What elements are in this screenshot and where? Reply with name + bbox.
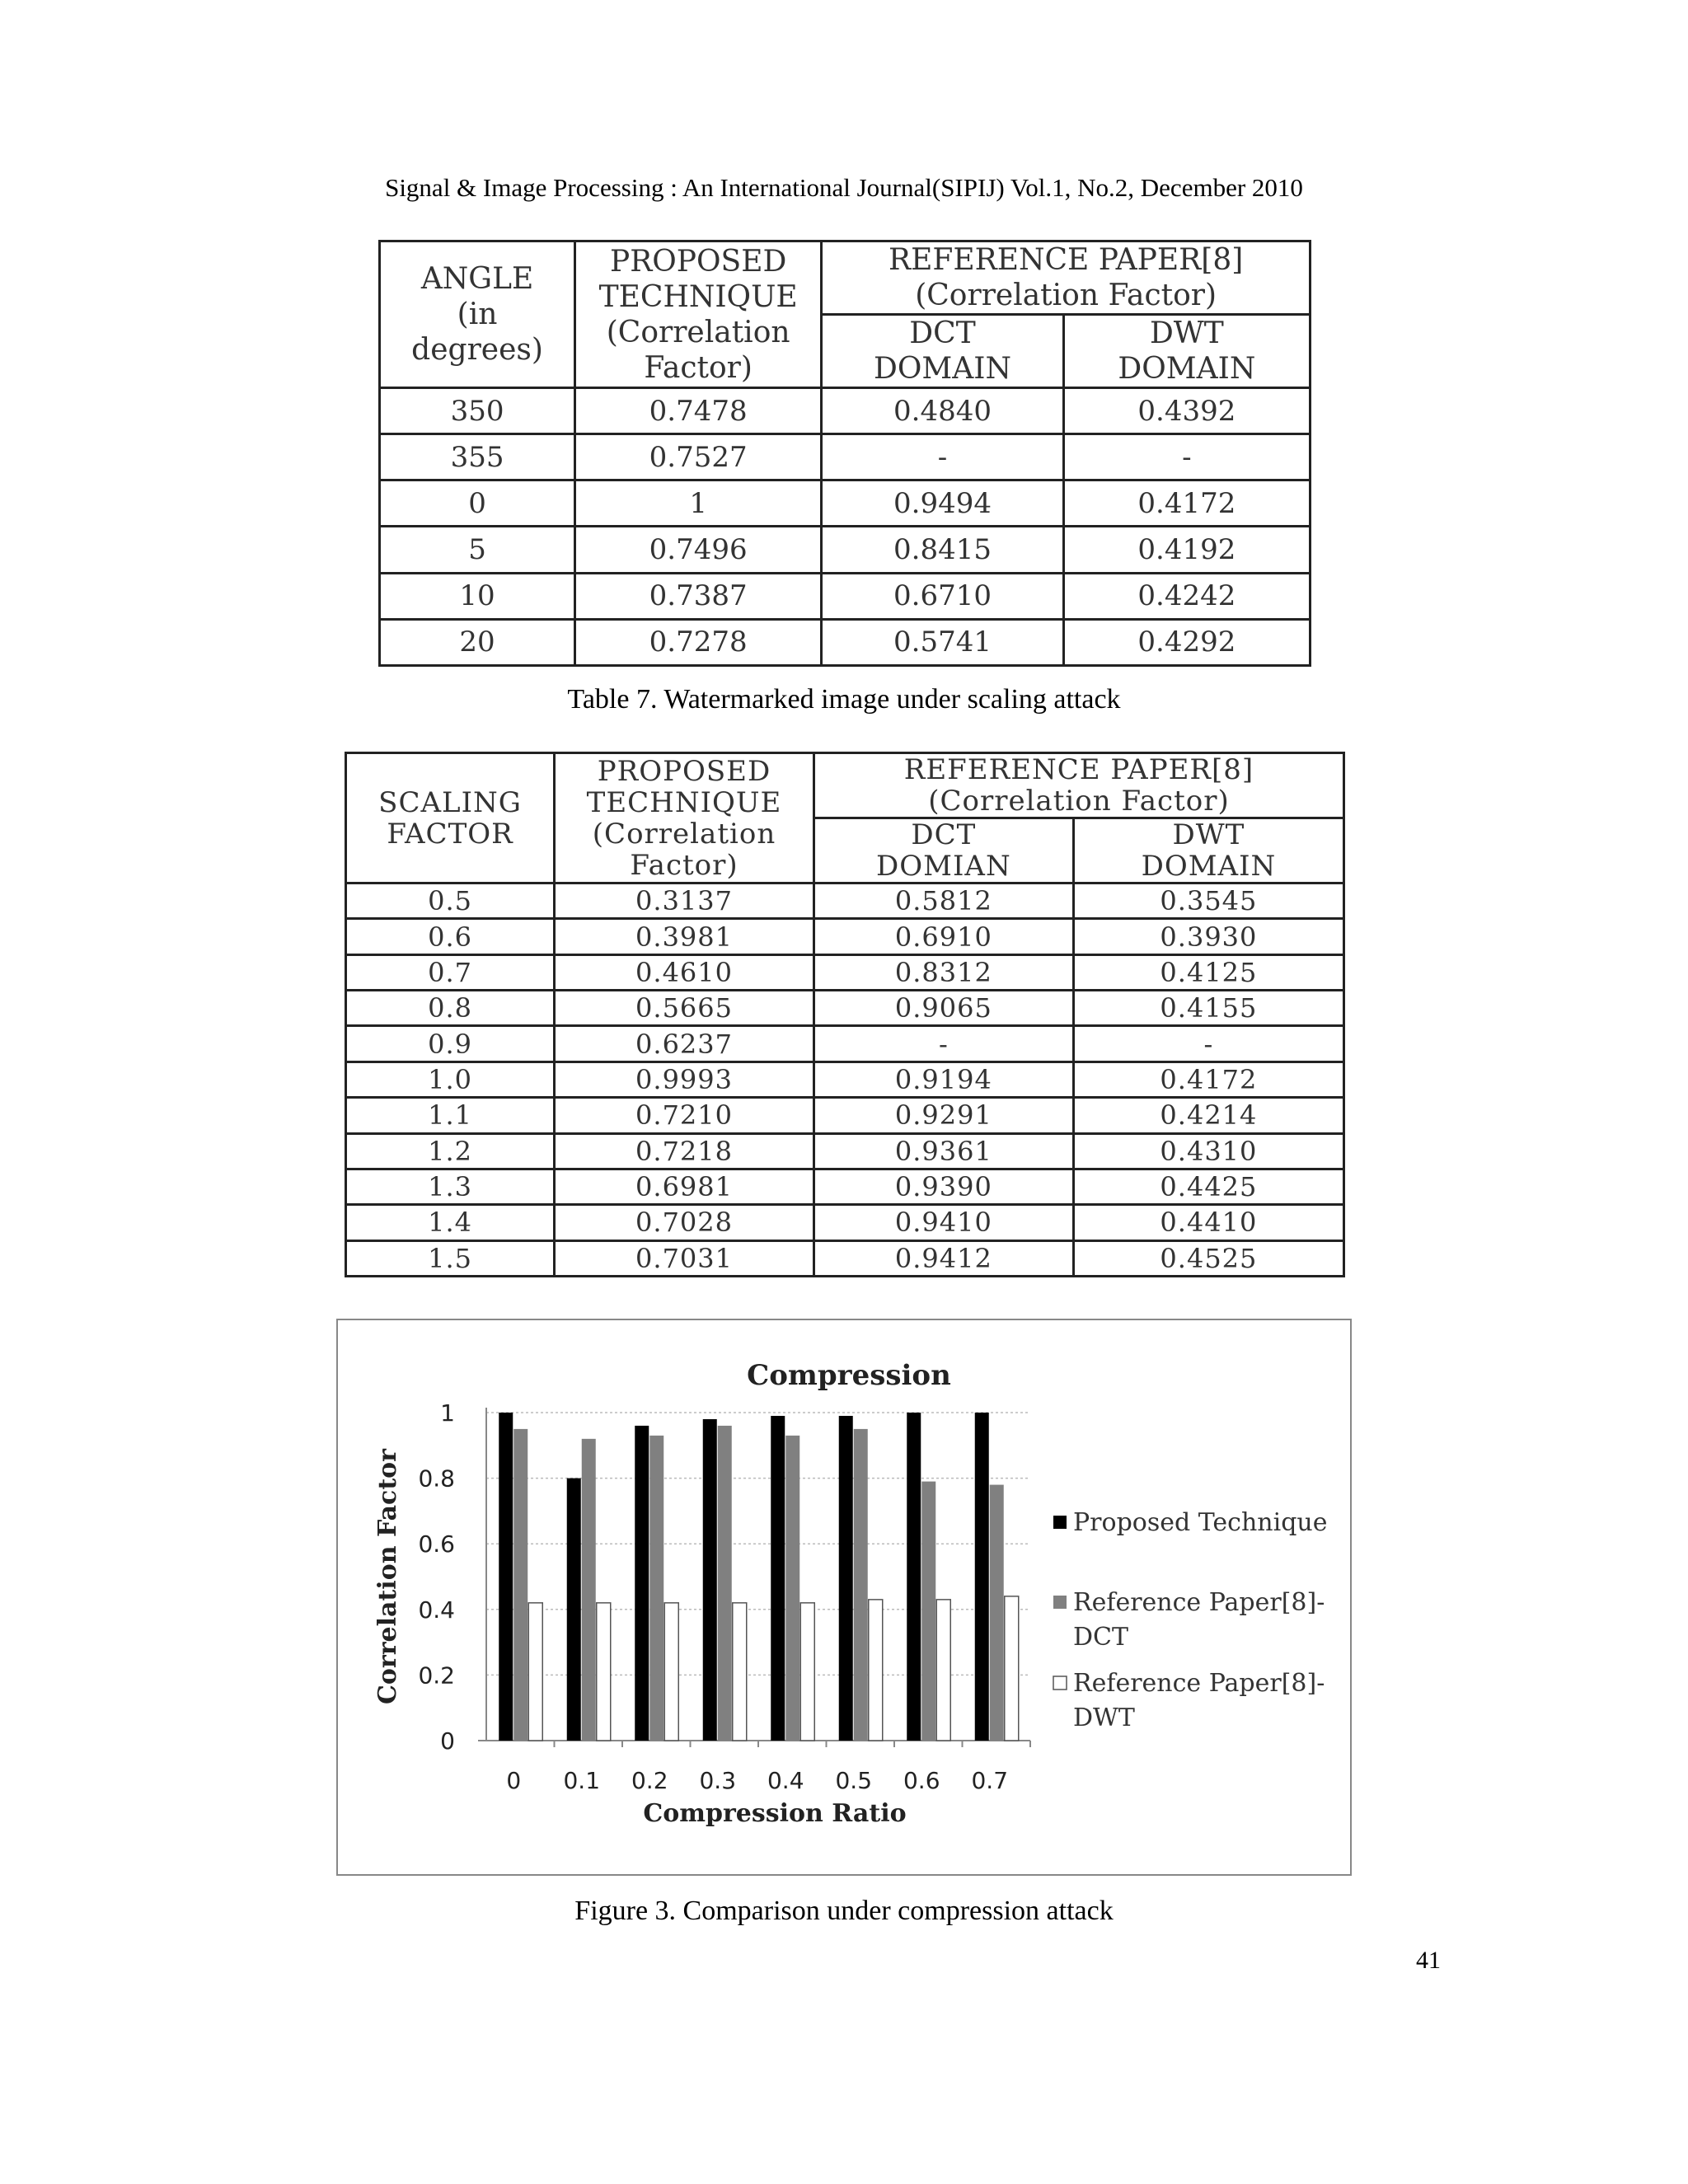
y-axis-label: Correlation Factor [373, 1449, 402, 1704]
bar-reference-paper-8-dct [513, 1429, 528, 1741]
cell-dct: - [822, 434, 1064, 480]
cell-dct: 0.9494 [822, 480, 1064, 527]
x-tick-label: 0.6 [903, 1767, 940, 1794]
x-tick-label: 0.2 [631, 1767, 668, 1794]
cell-factor: 0.8 [346, 991, 555, 1026]
header-line: DWT [1172, 818, 1245, 851]
header-line: Factor) [644, 350, 753, 385]
bar-proposed-technique [499, 1413, 513, 1741]
cell-factor: 1.5 [346, 1240, 555, 1276]
cell-dwt: - [1063, 434, 1310, 480]
cell-proposed: 0.7218 [555, 1133, 814, 1169]
header-line: PROPOSED [609, 244, 787, 279]
table-row [380, 388, 1311, 434]
cell-dct: 0.9194 [814, 1062, 1073, 1097]
cell-factor: 1.2 [346, 1133, 555, 1169]
compression-chart-svg [338, 1320, 1350, 1874]
bar-reference-paper-8-dwt [800, 1603, 814, 1741]
angle-column-header [380, 241, 575, 388]
table-row [346, 1062, 1344, 1097]
table-row [346, 919, 1344, 954]
header-line: (Correlation [606, 315, 790, 349]
table-row [346, 954, 1344, 990]
cell-factor: 5 [380, 527, 575, 573]
bar-reference-paper-8-dct [785, 1436, 799, 1741]
bar-reference-paper-8-dwt [869, 1600, 883, 1741]
x-axis-label: Compression Ratio [643, 1799, 907, 1828]
cell-dct: - [814, 1026, 1073, 1062]
table-row [380, 480, 1311, 527]
cell-dct: 0.9291 [814, 1098, 1073, 1133]
bar-reference-paper-8-dct [854, 1429, 868, 1741]
y-tick-label: 0.2 [418, 1661, 455, 1690]
reference-column-header [814, 753, 1343, 818]
cell-proposed: 0.7478 [575, 388, 822, 434]
header-line: TECHNIQUE [586, 785, 782, 819]
table-row [346, 1240, 1344, 1276]
cell-dwt: - [1073, 1026, 1343, 1062]
legend-swatch [1053, 1516, 1067, 1529]
proposed-column-header [555, 753, 814, 883]
table-row [380, 434, 1311, 480]
cell-dwt: 0.4425 [1073, 1169, 1343, 1204]
legend-swatch [1053, 1676, 1067, 1690]
bar-reference-paper-8-dct [990, 1485, 1004, 1741]
page-number: 41 [1416, 1947, 1441, 1974]
cell-proposed: 0.7210 [555, 1098, 814, 1133]
chart-title: Compression [747, 1359, 951, 1392]
cell-dwt: 0.4192 [1063, 527, 1310, 573]
cell-factor: 0.6 [346, 919, 555, 954]
header-line: SCALING [378, 785, 522, 819]
cell-dct: 0.4840 [822, 388, 1064, 434]
rotation-attack-table [378, 240, 1311, 667]
y-tick-label: 0.6 [418, 1530, 455, 1558]
header-line: DCT [909, 316, 976, 350]
cell-factor: 0.7 [346, 954, 555, 990]
cell-factor: 0.5 [346, 883, 555, 919]
cell-factor: 350 [380, 388, 575, 434]
scaling-table-body [346, 883, 1344, 1277]
header-line: DWT [1149, 316, 1224, 350]
bar-proposed-technique [567, 1479, 581, 1741]
cell-dwt: 0.4155 [1073, 991, 1343, 1026]
header-line: Factor) [630, 848, 738, 882]
cell-dwt: 0.4292 [1063, 619, 1310, 665]
cell-proposed: 0.5665 [555, 991, 814, 1026]
cell-dwt: 0.4172 [1063, 480, 1310, 527]
cell-proposed: 0.6981 [555, 1169, 814, 1204]
bar-proposed-technique [839, 1416, 853, 1741]
cell-dwt: 0.4410 [1073, 1205, 1343, 1240]
bar-proposed-technique [907, 1413, 921, 1741]
cell-dct: 0.9361 [814, 1133, 1073, 1169]
bar-reference-paper-8-dct [649, 1436, 663, 1741]
cell-factor: 10 [380, 573, 575, 619]
header-line: (Correlation Factor) [928, 785, 1230, 818]
bar-reference-paper-8-dwt [936, 1600, 950, 1741]
bar-reference-paper-8-dct [582, 1439, 596, 1741]
cell-dwt: 0.3545 [1073, 883, 1343, 919]
table-row [380, 573, 1311, 619]
y-tick-label: 1 [440, 1399, 455, 1427]
legend-label: Reference Paper[8]- [1073, 1669, 1325, 1698]
bar-proposed-technique [703, 1419, 717, 1741]
header-line: REFERENCE PAPER[8] [888, 243, 1244, 277]
cell-factor: 0.9 [346, 1026, 555, 1062]
bar-reference-paper-8-dwt [1005, 1596, 1019, 1741]
bar-proposed-technique [975, 1413, 989, 1741]
journal-header: Signal & Image Processing : An International Journal(SIPIJ) Vol.1, No.2, December 2010 [385, 173, 1303, 202]
cell-proposed: 0.3137 [555, 883, 814, 919]
header-line: DOMIAN [876, 850, 1011, 883]
scaling-attack-table [345, 752, 1345, 1277]
legend-label: Proposed Technique [1073, 1508, 1328, 1537]
bar-reference-paper-8-dct [718, 1426, 732, 1741]
header-line: TECHNIQUE [598, 279, 798, 314]
cell-proposed: 0.4610 [555, 954, 814, 990]
table-row [346, 1169, 1344, 1204]
table-header-row [380, 241, 1311, 315]
header-line: degrees) [411, 333, 543, 367]
cell-dwt: 0.4172 [1073, 1062, 1343, 1097]
reference-column-header [822, 241, 1311, 315]
table-row [346, 1098, 1344, 1133]
cell-dct: 0.6910 [814, 919, 1073, 954]
cell-proposed: 0.6237 [555, 1026, 814, 1062]
bar-proposed-technique [771, 1416, 785, 1741]
header-line: PROPOSED [597, 754, 771, 788]
cell-proposed: 0.7387 [575, 573, 822, 619]
legend-swatch [1053, 1596, 1067, 1609]
x-tick-label: 0.1 [563, 1767, 601, 1794]
x-tick-label: 0.3 [699, 1767, 737, 1794]
bar-reference-paper-8-dwt [664, 1603, 678, 1741]
cell-dwt: 0.4214 [1073, 1098, 1343, 1133]
bar-reference-paper-8-dwt [528, 1603, 542, 1741]
header-line: DCT [911, 818, 977, 851]
cell-dwt: 0.4125 [1073, 954, 1343, 990]
legend-label: Reference Paper[8]- [1073, 1588, 1325, 1617]
table-row [346, 1026, 1344, 1062]
cell-dct: 0.9390 [814, 1169, 1073, 1204]
table7-caption: Table 7. Watermarked image under scaling attack [567, 684, 1121, 715]
table-row [346, 1205, 1344, 1240]
table-row [346, 1133, 1344, 1169]
x-tick-label: 0.4 [767, 1767, 804, 1794]
scaling-column-header [346, 753, 555, 883]
cell-dwt: 0.4310 [1073, 1133, 1343, 1169]
bar-reference-paper-8-dwt [733, 1603, 747, 1741]
cell-dwt: 0.3930 [1073, 919, 1343, 954]
cell-proposed: 0.7278 [575, 619, 822, 665]
bar-proposed-technique [635, 1426, 649, 1741]
table-row [346, 991, 1344, 1026]
cell-proposed: 0.3981 [555, 919, 814, 954]
cell-dct: 0.9412 [814, 1240, 1073, 1276]
dct-column-header [814, 818, 1073, 883]
x-tick-label: 0.7 [971, 1767, 1009, 1794]
figure3-caption: Figure 3. Comparison under compression attack [574, 1896, 1114, 1926]
cell-dct: 0.9410 [814, 1205, 1073, 1240]
cell-factor: 355 [380, 434, 575, 480]
cell-proposed: 0.7031 [555, 1240, 814, 1276]
header-line: (Correlation Factor) [915, 279, 1217, 312]
y-tick-label: 0.4 [418, 1596, 455, 1624]
table-header-row [346, 753, 1344, 818]
cell-dwt: 0.4525 [1073, 1240, 1343, 1276]
header-line: DOMAIN [1118, 352, 1256, 386]
cell-dct: 0.5812 [814, 883, 1073, 919]
proposed-column-header [575, 241, 822, 388]
cell-dct: 0.8415 [822, 527, 1064, 573]
header-line: REFERENCE PAPER[8] [903, 753, 1254, 786]
header-line: DOMAIN [1141, 850, 1277, 883]
cell-dct: 0.6710 [822, 573, 1064, 619]
header-line: FACTOR [387, 817, 513, 851]
y-tick-label: 0 [440, 1727, 455, 1755]
dct-column-header [822, 315, 1064, 388]
cell-factor: 1.4 [346, 1205, 555, 1240]
cell-dwt: 0.4392 [1063, 388, 1310, 434]
cell-factor: 1.1 [346, 1098, 555, 1133]
cell-factor: 0 [380, 480, 575, 527]
cell-dct: 0.9065 [814, 991, 1073, 1026]
rotation-table-body [380, 388, 1311, 666]
table-row [346, 883, 1344, 919]
header-line: (Correlation [592, 817, 776, 851]
cell-proposed: 0.7028 [555, 1205, 814, 1240]
header-line: (in [457, 298, 498, 331]
y-tick-label: 0.8 [418, 1465, 455, 1493]
cell-factor: 1.3 [346, 1169, 555, 1204]
legend-label: DCT [1073, 1623, 1129, 1652]
header-line: DOMAIN [874, 352, 1011, 386]
cell-proposed: 1 [575, 480, 822, 527]
bar-reference-paper-8-dwt [597, 1603, 611, 1741]
compression-chart [336, 1319, 1352, 1876]
x-tick-label: 0.5 [835, 1767, 873, 1794]
table-row [380, 619, 1311, 665]
dwt-column-header [1063, 315, 1310, 388]
header-line: ANGLE [420, 262, 534, 296]
table-row [380, 527, 1311, 573]
cell-proposed: 0.9993 [555, 1062, 814, 1097]
cell-factor: 1.0 [346, 1062, 555, 1097]
cell-dwt: 0.4242 [1063, 573, 1310, 619]
cell-proposed: 0.7527 [575, 434, 822, 480]
dwt-column-header [1073, 818, 1343, 883]
cell-dct: 0.8312 [814, 954, 1073, 990]
cell-factor: 20 [380, 619, 575, 665]
x-tick-label: 0 [506, 1767, 522, 1794]
cell-dct: 0.5741 [822, 619, 1064, 665]
cell-proposed: 0.7496 [575, 527, 822, 573]
legend-label: DWT [1073, 1704, 1135, 1732]
bar-reference-paper-8-dct [921, 1482, 935, 1741]
